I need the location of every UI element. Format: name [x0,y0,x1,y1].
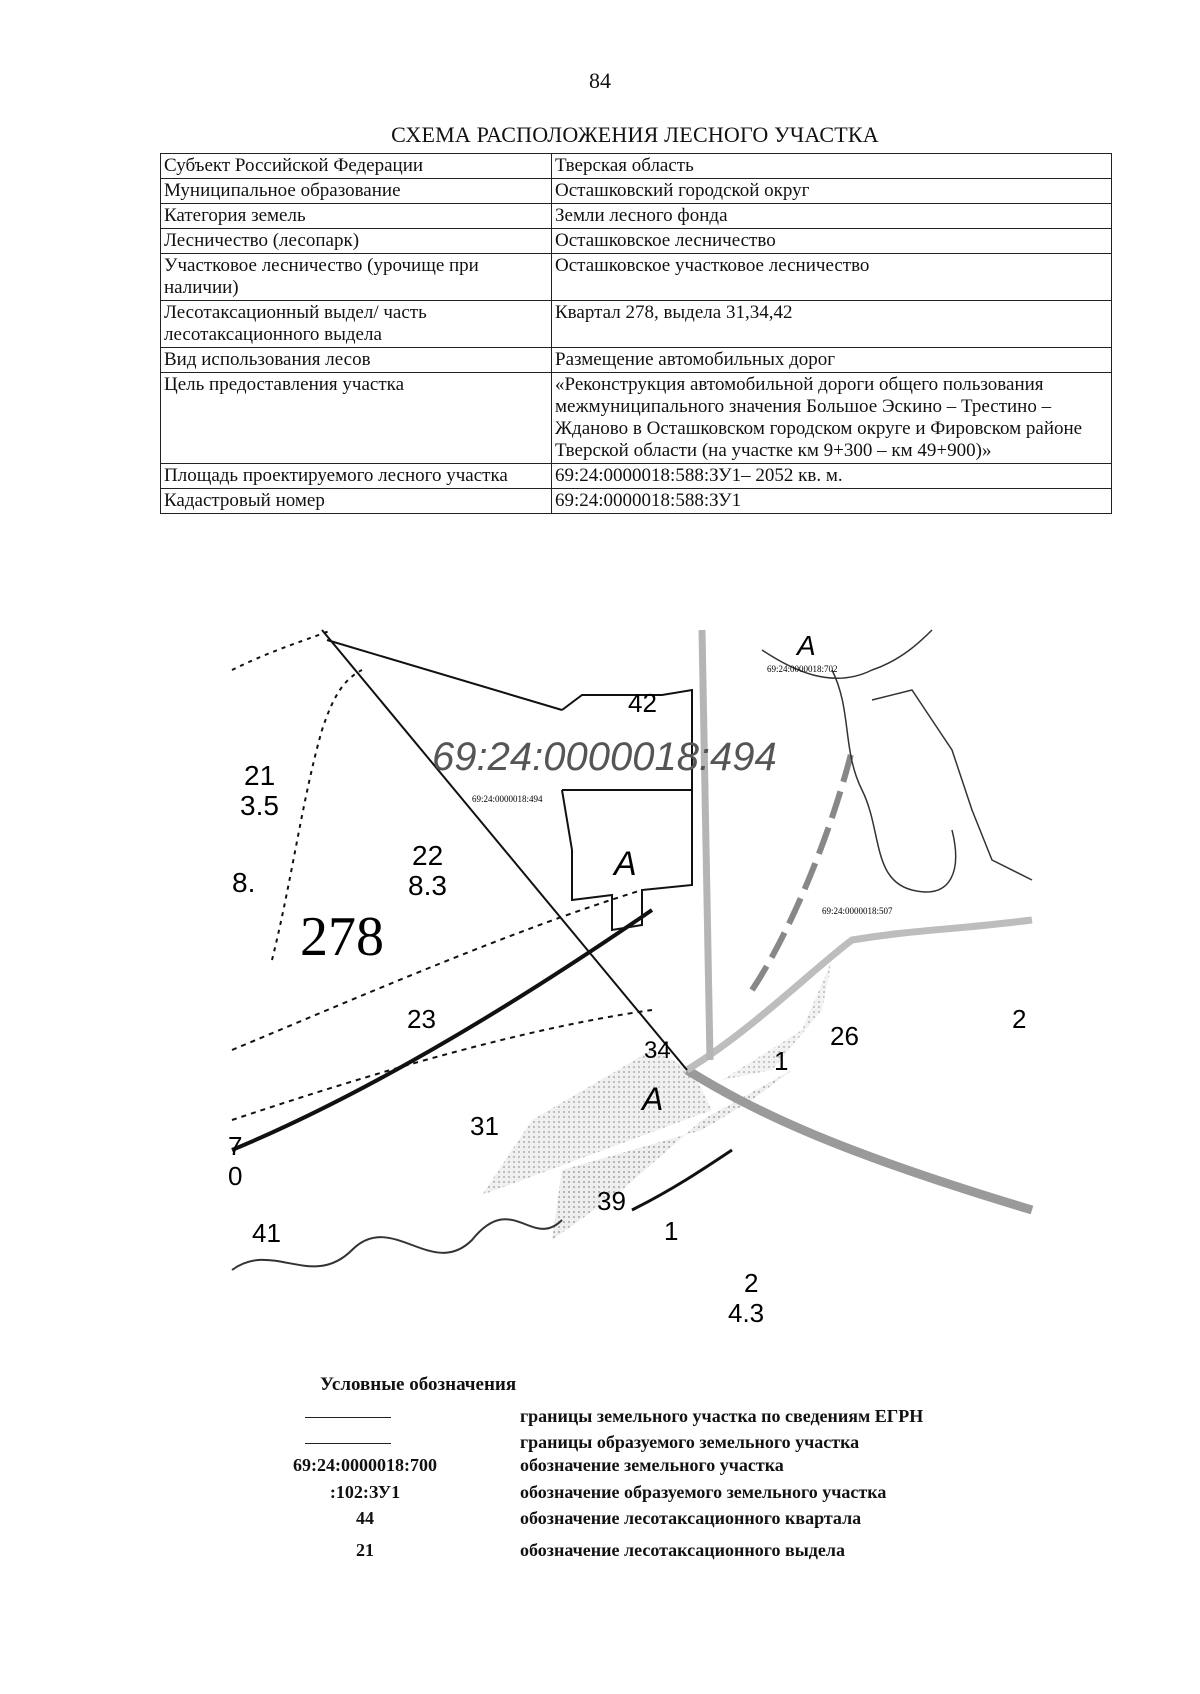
label-zone-a-top: A [797,630,816,661]
label-v23: 23 [407,1004,436,1034]
legend-item [230,1540,1050,1564]
label-v1a: 1 [774,1046,789,1076]
row-key: Лесотаксационный выдел/ часть лесотаксационного выдела [161,301,552,348]
label-v21: 21 [244,760,276,791]
row-key: Площадь проектируемого лесного участка [161,464,552,489]
legend-desc: границы земельного участка по сведениям ЕГРН [520,1406,924,1426]
row-value: Квартал 278, выдела 31,34,42 [552,301,1112,348]
table-row [161,229,1112,254]
label-zone-a-bottom: A [642,1081,664,1117]
row-key: Вид использования лесов [161,348,552,373]
label-parcel-702: 69:24:0000018:702 [767,664,838,674]
label-v42: 42 [628,688,657,718]
legend-line-egrn [305,1417,391,1418]
table-row [161,179,1112,204]
row-value: Земли лесного фонда [552,204,1112,229]
legend-symbol: 21 [356,1540,374,1560]
dashed-boundary-1 [232,630,332,670]
label-v0: 0 [228,1161,243,1191]
parcel-boundary-507 [872,690,1032,880]
wavy-boundary-right [832,670,956,892]
label-parcel-507: 69:24:0000018:507 [822,906,893,916]
parcel-info-table [160,153,1112,514]
row-key: Цель предоставления участка [161,373,552,464]
row-key: Кадастровый номер [161,489,552,514]
label-v2-area: 4.3 [728,1298,765,1328]
row-value: «Реконструкция автомобильной дороги общего пользования межмуниципального значения Большое Эскино – Трестино – Жданово в Осташковском городском округе и Фировском районе Тверской области (на участке км 9+300 – км 49+900)» [552,373,1112,464]
legend-desc: границы образуемого земельного участка [520,1432,860,1452]
row-value: Осташковский городской округ [552,179,1112,204]
label-v21-area: 3.5 [240,790,279,821]
label-v1b: 1 [664,1216,679,1246]
label-v22: 22 [412,840,444,871]
row-value: 69:24:0000018:588:ЗУ1– 2052 кв. м. [552,464,1112,489]
label-v41: 41 [252,1218,281,1248]
boundary-top [327,640,562,710]
document-title: СХЕМА РАСПОЛОЖЕНИЯ ЛЕСНОГО УЧАСТКА [391,122,879,147]
label-v7: 7 [228,1131,243,1161]
legend-symbol: :102:ЗУ1 [329,1482,401,1502]
label-zone-a-middle: A [614,845,637,883]
row-value: Размещение автомобильных дорог [552,348,1112,373]
row-value: Осташковское лесничество [552,229,1112,254]
table-row [161,489,1112,514]
table-row [161,154,1112,179]
legend-item [230,1508,1050,1532]
legend-desc: обозначение лесотаксационного квартала [520,1508,862,1528]
legend-desc: обозначение лесотаксационного выдела [520,1540,845,1560]
dashed-boundary-3 [232,890,642,1050]
table-row [161,373,1112,464]
label-v31: 31 [470,1111,499,1141]
label-parcel-big: 69:24:0000018:494 [432,735,777,779]
parcel-map [228,630,1038,1336]
label-v2-edge: 2 [1012,1004,1027,1034]
legend-symbol: 44 [356,1508,374,1528]
legend-desc: обозначение земельного участка [520,1455,784,1475]
row-key: Субъект Российской Федерации [161,154,552,179]
page-number: 84 [589,68,611,93]
label-quarter: 278 [300,906,384,968]
row-key: Лесничество (лесопарк) [161,229,552,254]
road-main [687,1070,1032,1210]
legend-item [230,1406,1050,1430]
row-value: Осташковское участковое лесничество [552,254,1112,301]
table-row [161,301,1112,348]
road-upper [687,920,1032,1070]
legend-symbol: 69:24:0000018:700 [293,1455,437,1475]
row-value: Тверская область [552,154,1112,179]
label-v22-area: 8.3 [408,870,447,901]
wavy-boundary-1 [232,1219,562,1270]
table-row [161,254,1112,301]
table-row [161,204,1112,229]
label-parcel-494-small: 69:24:0000018:494 [472,794,543,804]
table-row [161,348,1112,373]
table-row [161,464,1112,489]
label-v39: 39 [597,1186,626,1216]
label-v34: 34 [644,1037,671,1064]
legend-title: Условные обозначения [320,1374,517,1395]
row-key: Участковое лесничество (урочище при наличии) [161,254,552,301]
label-v8: 8. [232,867,256,898]
label-v26: 26 [830,1021,859,1051]
legend-item [230,1455,1050,1479]
row-key: Категория земель [161,204,552,229]
label-v2: 2 [744,1268,759,1298]
legend-item [230,1482,1050,1506]
row-value: 69:24:0000018:588:ЗУ1 [552,489,1112,514]
legend-item [230,1432,1050,1456]
legend-line-new [305,1443,391,1444]
row-key: Муниципальное образование [161,179,552,204]
road-vertical [702,630,710,1060]
legend-desc: обозначение образуемого земельного участка [520,1482,887,1502]
